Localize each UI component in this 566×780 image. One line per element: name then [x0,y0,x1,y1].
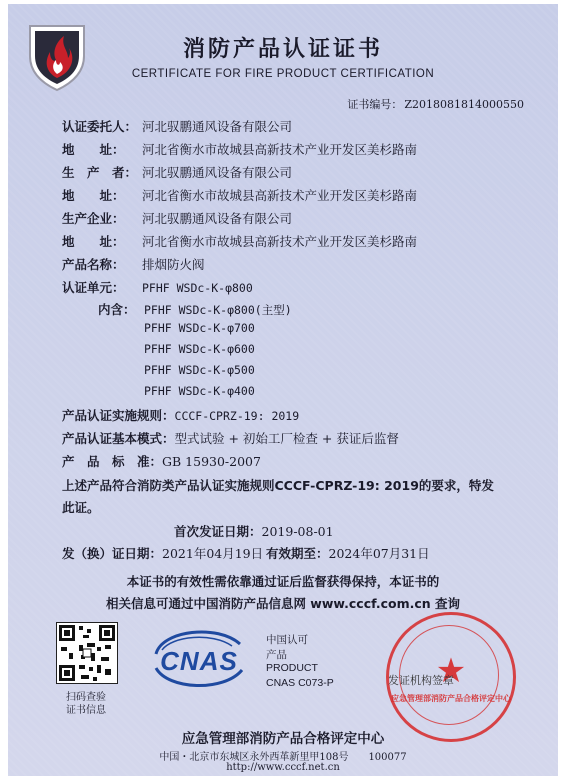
cnas-caption-3: PRODUCT [266,662,318,674]
qr-caption-2: 证书信息 [66,705,106,716]
field-address-2-label: 地 址： [62,188,125,203]
field-standard-value: GB 15930-2007 [162,454,261,469]
field-client-value: 河北驭鹏通风设备有限公司 [142,119,293,134]
field-address-1 [62,140,417,158]
issue-date-value: 2021年04月19日 [162,546,264,561]
field-address-1-label: 地 址： [62,142,125,157]
field-rule [62,406,299,424]
field-standard [62,452,261,470]
certificate-sheet [8,4,558,776]
field-rule-label: 产品认证实施规则： [62,408,175,423]
footer-address: 中国・北京市东城区永外西革新里甲108号 100077 [159,752,407,763]
field-mode-value: 型式试验 + 初始工厂检查 + 获证后监督 [174,431,399,446]
notice-line-2: 相关信息可通过中国消防产品信息网 www.cccf.com.cn 查询 [105,596,461,611]
cnas-caption-2: 产品 [266,649,287,661]
field-factory [62,209,292,227]
field-rule-value: CCCF-CPRZ-19: 2019 [174,409,300,423]
first-issue-date-label: 首次发证日期： [174,524,262,539]
seal-text: 应急管理部消防产品合格评定中心 [391,693,511,703]
field-product-value: 排烟防火阀 [142,257,205,272]
field-contains [98,300,292,318]
field-standard-label: 产 品 标 准： [62,454,163,469]
footer-url: http://www.cccf.net.cn [226,762,340,773]
field-address-1-value: 河北省衡水市故城县高新技术产业开发区美杉路南 [142,142,418,157]
issue-date-label: 发（换）证日期： [62,546,163,561]
model-item: PFHF WSDc-K-φ600 [144,342,255,356]
model-item: PFHF WSDc-K-φ500 [144,363,255,377]
field-unit-label: 认证单元： [62,280,125,295]
first-issue-date [174,522,334,540]
issuer-signature-text: 发证机构签章 [388,674,454,687]
statement-line-2: 此证。 [62,500,100,515]
model-item: PFHF WSDc-K-φ400 [144,384,255,398]
expiry-date [266,544,430,562]
field-product-label: 产品名称： [62,257,125,272]
expiry-date-label: 有效期至： [266,546,329,561]
field-producer [62,163,292,181]
field-mode-label: 产品认证基本模式： [62,431,175,446]
certificate-number-label: 证书编号： [347,98,403,111]
field-address-2-value: 河北省衡水市故城县高新技术产业开发区美杉路南 [142,188,418,203]
field-address-3 [62,232,417,250]
field-mode [62,429,399,447]
model-item: PFHF WSDc-K-φ800(主型) [144,303,292,317]
certificate-title-en: CERTIFICATE FOR FIRE PRODUCT CERTIFICATION [131,68,435,80]
field-contains-label: 内含： [98,302,136,317]
qr-code-icon [56,622,118,684]
field-address-3-label: 地 址： [62,234,125,249]
certificate-number-value: Z2018081814000550 [404,98,524,111]
field-factory-value: 河北驭鹏通风设备有限公司 [142,211,293,226]
footer-organization: 应急管理部消防产品合格评定中心 [181,731,385,747]
expiry-date-value: 2024年07月31日 [328,546,430,561]
cnas-logo-icon [148,624,248,694]
cnas-caption-1: 中国认可 [266,634,308,646]
certificate-title-cn: 消防产品认证证书 [182,37,383,62]
field-address-2 [62,186,417,204]
field-client-label: 认证委托人： [62,119,138,134]
cnas-caption-4: CNAS C073-P [266,677,334,689]
certificate-number [347,96,524,112]
issue-date [62,544,263,562]
notice-line-1: 本证书的有效性需依靠通过证后监督获得保持，本证书的 [126,574,440,589]
field-product [62,255,205,273]
statement-line-1: 上述产品符合消防类产品认证实施规则CCCF-CPRZ-19: 2019的要求，特发 [62,478,494,493]
field-unit-value: PFHF WSDc-K-φ800 [142,281,253,295]
field-address-3-value: 河北省衡水市故城县高新技术产业开发区美杉路南 [142,234,418,249]
first-issue-date-value: 2019-08-01 [261,524,334,539]
qr-caption-1: 扫码查验 [66,692,106,703]
star-icon: ★ [435,651,467,691]
field-unit [62,278,253,296]
field-factory-label: 生产企业： [62,211,125,226]
field-producer-value: 河北驭鹏通风设备有限公司 [142,165,293,180]
field-client [62,117,292,135]
cnas-logo-text: CNAS [160,646,238,676]
model-item: PFHF WSDc-K-φ700 [144,321,255,335]
field-producer-label: 生 产 者： [62,165,138,180]
